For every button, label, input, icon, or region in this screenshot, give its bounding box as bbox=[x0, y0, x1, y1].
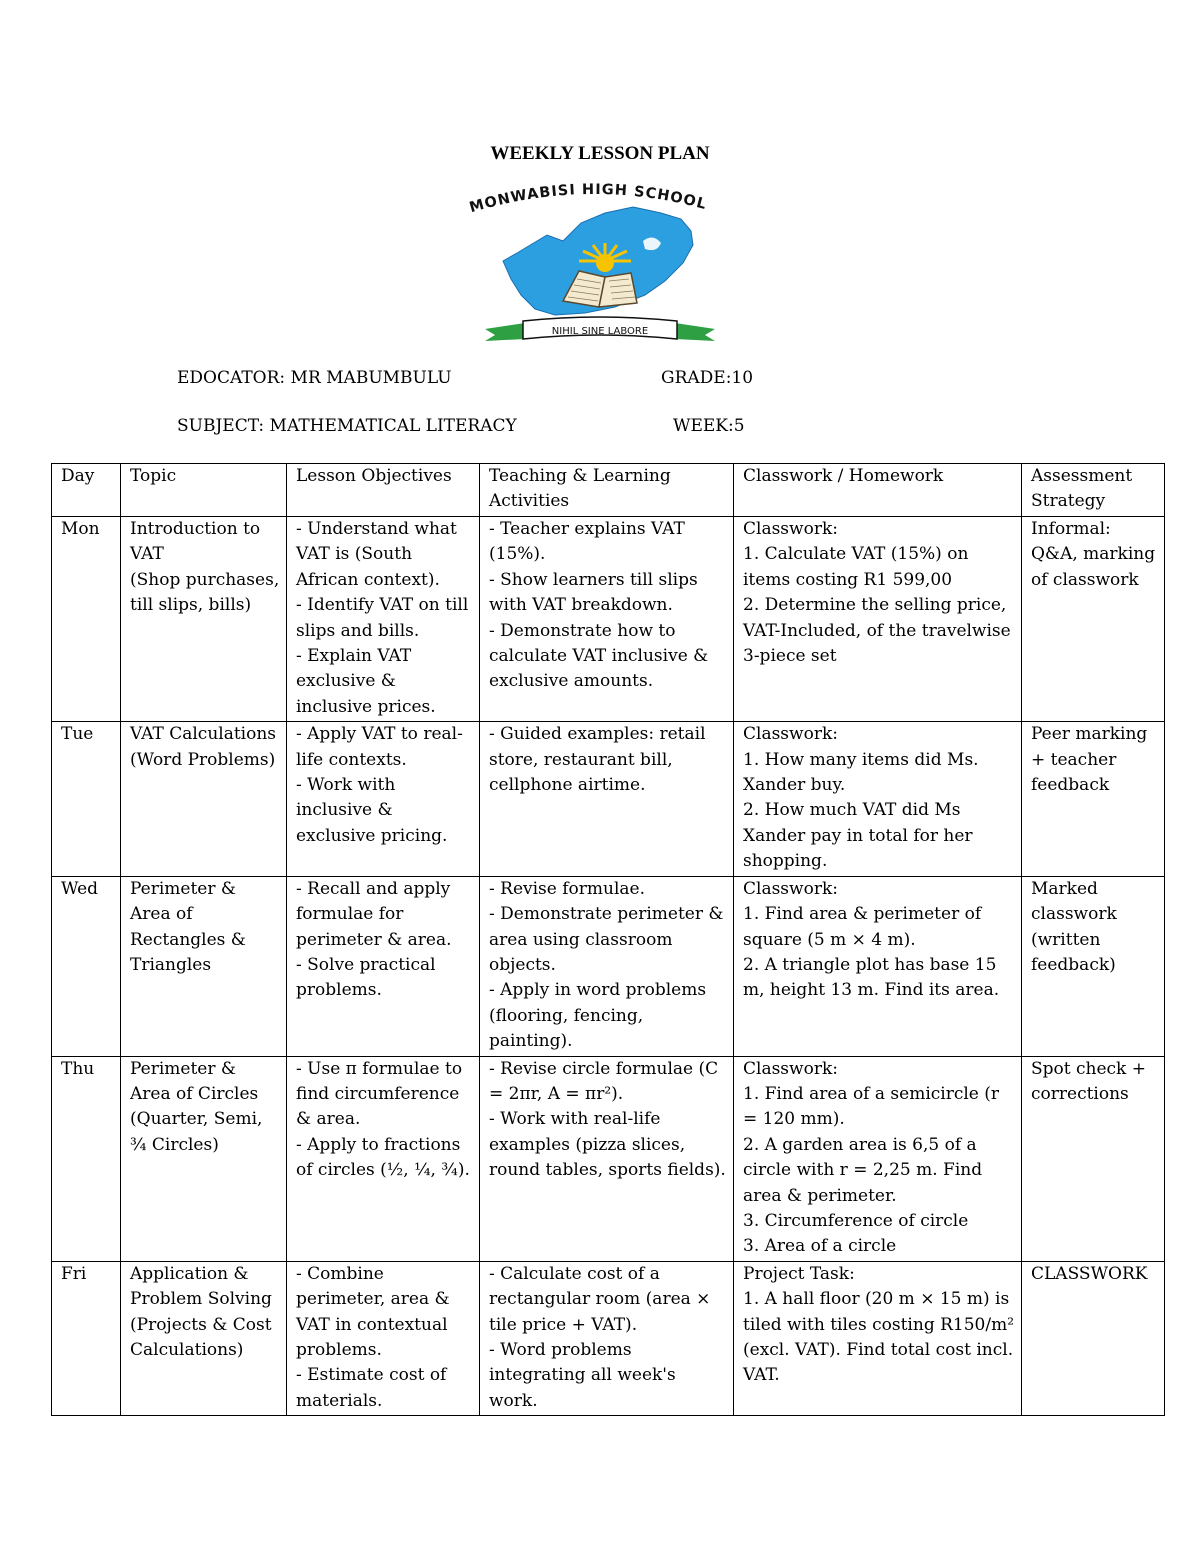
cell-classwork: Classwork: 1. How many items did Ms. Xander buy. 2. How much VAT did Ms Xander pay in total for her shopping. bbox=[734, 722, 1022, 876]
cell-classwork: Project Task: 1. A hall floor (20 m × 15 m) is tiled with tiles costing R150/m² (excl. VAT). Find total cost incl. VAT. bbox=[734, 1261, 1022, 1415]
cell-activities: - Teacher explains VAT (15%). - Show learners till slips with VAT breakdown. - Demonstrate how to calculate VAT inclusive & exclusive amounts. bbox=[480, 517, 734, 722]
cell-topic: Perimeter & Area of Rectangles & Triangles bbox=[121, 876, 287, 1056]
table-row bbox=[52, 1056, 1165, 1261]
cell-day: Fri bbox=[52, 1261, 121, 1415]
cell-activities: - Guided examples: retail store, restaurant bill, cellphone airtime. bbox=[480, 722, 734, 876]
cell-assessment: CLASSWORK bbox=[1022, 1261, 1165, 1415]
cell-topic: Perimeter & Area of Circles (Quarter, Semi, ¾ Circles) bbox=[121, 1056, 287, 1261]
cell-objectives: - Apply VAT to real-life contexts. - Work with inclusive & exclusive pricing. bbox=[287, 722, 480, 876]
cell-day: Mon bbox=[52, 517, 121, 722]
table-row bbox=[52, 722, 1165, 876]
cell-assessment: Spot check + corrections bbox=[1022, 1056, 1165, 1261]
header-lesson-objectives: Lesson Objectives bbox=[287, 464, 480, 517]
school-logo bbox=[455, 183, 745, 353]
svg-text:MONWABISI HIGH SCHOOL bbox=[468, 183, 709, 216]
table-row bbox=[52, 1261, 1165, 1415]
logo-school-name: MONWABISI HIGH SCHOOL bbox=[467, 183, 709, 217]
educator-label: EDOCATOR: MR MABUMBULU bbox=[177, 368, 452, 388]
header-day: Day bbox=[52, 464, 121, 517]
cell-activities: - Revise circle formulae (C = 2πr, A = πr²). - Work with real-life examples (pizza slices, round tables, sports fields). bbox=[480, 1056, 734, 1261]
motto-banner bbox=[485, 317, 715, 341]
cell-topic: Introduction to VAT (Shop purchases, till slips, bills) bbox=[121, 517, 287, 722]
table-row bbox=[52, 876, 1165, 1056]
cell-classwork: Classwork: 1. Calculate VAT (15%) on items costing R1 599,00 2. Determine the selling price, VAT-Included, of the travelwise 3-piece set bbox=[734, 517, 1022, 722]
header-assessment-strategy: Assessment Strategy bbox=[1022, 464, 1165, 517]
header-topic: Topic bbox=[121, 464, 287, 517]
cell-topic: VAT Calculations (Word Problems) bbox=[121, 722, 287, 876]
document-title: WEEKLY LESSON PLAN bbox=[490, 143, 710, 164]
cell-topic: Application & Problem Solving (Projects & Cost Calculations) bbox=[121, 1261, 287, 1415]
header-teaching-activities: Teaching & Learning Activities bbox=[480, 464, 734, 517]
cell-day: Tue bbox=[52, 722, 121, 876]
cell-objectives: - Understand what VAT is (South African context). - Identify VAT on till slips and bills. - Explain VAT exclusive & inclusive prices. bbox=[287, 517, 480, 722]
cell-day: Thu bbox=[52, 1056, 121, 1261]
subject-label: SUBJECT: MATHEMATICAL LITERACY bbox=[177, 416, 517, 436]
grade-label: GRADE:10 bbox=[661, 368, 754, 388]
cell-assessment: Peer marking + teacher feedback bbox=[1022, 722, 1165, 876]
cell-day: Wed bbox=[52, 876, 121, 1056]
cell-classwork: Classwork: 1. Find area & perimeter of square (5 m × 4 m). 2. A triangle plot has base 15 m, height 13 m. Find its area. bbox=[734, 876, 1022, 1056]
cell-objectives: - Recall and apply formulae for perimeter & area. - Solve practical problems. bbox=[287, 876, 480, 1056]
cell-objectives: - Use π formulae to find circumference & area. - Apply to fractions of circles (½, ¼, ¾). bbox=[287, 1056, 480, 1261]
cell-activities: - Calculate cost of a rectangular room (area × tile price + VAT). - Word problems integrating all week's work. bbox=[480, 1261, 734, 1415]
lesson-plan-table bbox=[51, 463, 1165, 1416]
cell-assessment: Informal: Q&A, marking of classwork bbox=[1022, 517, 1165, 722]
logo-motto: NIHIL SINE LABORE bbox=[551, 326, 649, 337]
week-label: WEEK:5 bbox=[673, 416, 745, 436]
cell-classwork: Classwork: 1. Find area of a semicircle (r = 120 mm). 2. A garden area is 6,5 of a circle with r = 2,25 m. Find area & perimeter. 3. Circumference of circle 3. Area of a circle bbox=[734, 1056, 1022, 1261]
header-classwork-homework: Classwork / Homework bbox=[734, 464, 1022, 517]
cell-objectives: - Combine perimeter, area & VAT in contextual problems. - Estimate cost of materials. bbox=[287, 1261, 480, 1415]
table-header-row bbox=[52, 464, 1165, 517]
table-row bbox=[52, 517, 1165, 722]
cell-assessment: Marked classwork (written feedback) bbox=[1022, 876, 1165, 1056]
cell-activities: - Revise formulae. - Demonstrate perimeter & area using classroom objects. - Apply in word problems (flooring, fencing, painting). bbox=[480, 876, 734, 1056]
